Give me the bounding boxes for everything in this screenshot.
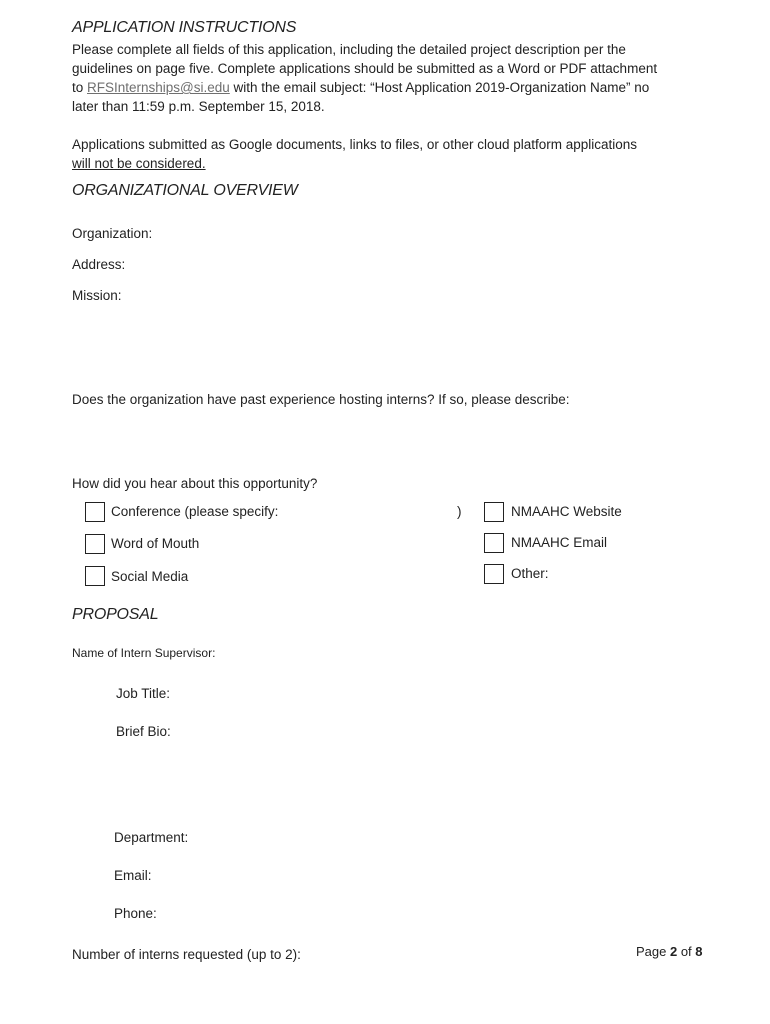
job-title-label: Job Title: xyxy=(116,686,171,701)
other-checkbox[interactable] xyxy=(484,564,504,584)
phone-label: Phone: xyxy=(114,906,157,921)
word-of-mouth-checkbox[interactable] xyxy=(85,534,105,554)
instructions-line-4: later than 11:59 p.m. September 15, 2018. xyxy=(72,99,325,114)
instructions-line-3 xyxy=(72,78,712,97)
page-of: of xyxy=(677,944,696,959)
supervisor-label: Name of Intern Supervisor: xyxy=(72,646,216,660)
email-link[interactable]: RFSInternships@si.edu xyxy=(87,80,230,95)
other-label: Other: xyxy=(511,566,549,581)
instructions-note xyxy=(72,135,712,173)
mission-label: Mission: xyxy=(72,288,122,303)
word-of-mouth-label: Word of Mouth xyxy=(111,536,200,551)
instructions-line-1: Please complete all fields of this application, including the detailed project description per the xyxy=(72,42,626,57)
page-current: 2 xyxy=(669,944,678,959)
note-line-2: will not be considered. xyxy=(72,156,206,171)
experience-question: Does the organization have past experience hosting interns? If so, please describe: xyxy=(72,392,570,407)
nmaahc-email-label: NMAAHC Email xyxy=(511,535,608,550)
nmaahc-email-checkbox[interactable] xyxy=(484,533,504,553)
instructions-line-3-prefix: to xyxy=(72,80,88,95)
department-label: Department: xyxy=(114,830,189,845)
hear-question: How did you hear about this opportunity? xyxy=(72,476,318,491)
page-prefix: Page xyxy=(636,944,670,959)
social-media-label: Social Media xyxy=(111,569,189,584)
instructions-line-2: guidelines on page five. Complete applications should be submitted as a Word or PDF attachment xyxy=(72,61,658,76)
instructions-paragraph xyxy=(72,40,712,116)
overview-heading: ORGANIZATIONAL OVERVIEW xyxy=(72,182,298,199)
email-label: Email: xyxy=(114,868,152,883)
note-line-1: Applications submitted as Google documents, links to files, or other cloud platform applications xyxy=(72,137,638,152)
nmaahc-website-label: NMAAHC Website xyxy=(511,504,622,519)
nmaahc-website-checkbox[interactable] xyxy=(484,502,504,522)
organization-label: Organization: xyxy=(72,226,153,241)
proposal-heading: PROPOSAL xyxy=(72,606,159,623)
conference-closing-paren: ) xyxy=(457,504,462,519)
instructions-heading: APPLICATION INSTRUCTIONS xyxy=(72,19,297,36)
brief-bio-label: Brief Bio: xyxy=(116,724,171,739)
page-number xyxy=(636,944,703,959)
social-media-checkbox[interactable] xyxy=(85,566,105,586)
interns-requested-label: Number of interns requested (up to 2): xyxy=(72,947,301,962)
page-total: 8 xyxy=(695,944,703,959)
conference-label: Conference (please specify: xyxy=(111,504,279,519)
address-label: Address: xyxy=(72,257,126,272)
conference-checkbox[interactable] xyxy=(85,502,105,522)
instructions-line-3-suffix: with the email subject: “Host Application 2019-Organization Name” no xyxy=(229,80,650,95)
